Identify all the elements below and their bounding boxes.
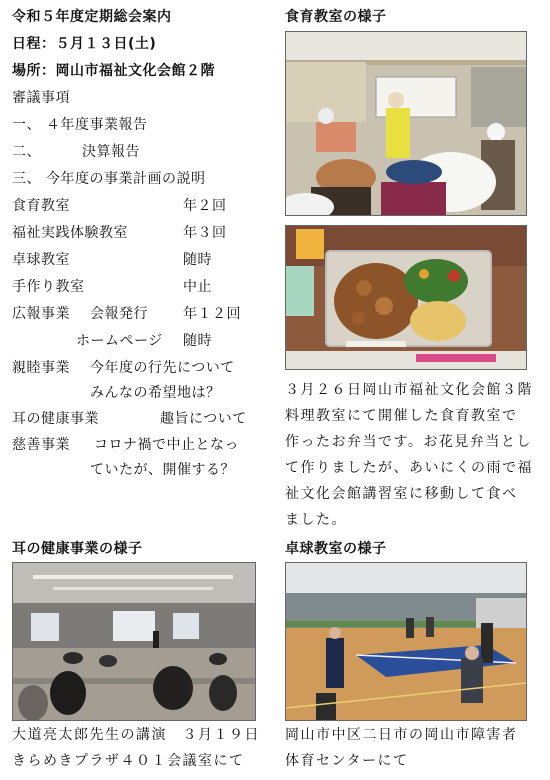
plan-sub: 会報発行 [90,306,148,322]
ear-section-heading: 耳の健康事業の様子 [12,541,143,557]
agenda-item-2: 決算報告 [82,144,140,160]
agenda-num-1: 一、 [12,117,41,133]
pingpong-caption-line: 岡山市中区二日市の岡山市障害者 [285,727,518,743]
charity-line-1: コロナ禍で中止となっ [94,437,239,453]
notice-venue: 場所：岡山市福祉文化会館２階 [12,63,215,79]
table-tennis-photo [285,562,527,721]
food-caption-line: て作りましたが、あいにくの雨で福 [285,460,533,476]
plan-value: 年１２回 [183,306,241,322]
plan-name: 福祉実践体験教室 [12,225,128,241]
cooking-class-photo [285,31,527,216]
plan-name: 食育教室 [12,198,70,214]
notice-date: 日程：５月１３日(土) [12,36,157,52]
friendship-line-2: みんなの希望地は？ [90,385,221,401]
food-caption-line: ました。 [285,512,347,528]
pingpong-caption-line: 体育センターにて [285,753,409,769]
ear-caption-line: きらめきプラザ４０１会議室にて [12,753,245,769]
food-caption-line: 祉文化会館講習室に移動して食べ [285,486,518,502]
plan-value: 随時 [183,252,212,268]
agenda-num-2: 二、 [12,144,41,160]
plan-name: 手作り教室 [12,279,85,295]
agenda-num-3: 三、 [12,171,41,187]
friendship-name: 親睦事業 [12,360,70,376]
plan-value: 随時 [183,333,212,349]
food-caption-line: ３月２６日岡山市福祉文化会館３階 [285,382,533,398]
charity-name: 慈善事業 [12,437,70,453]
ear-text: 趣旨について [160,411,247,427]
pingpong-section-heading: 卓球教室の様子 [285,541,387,557]
ear-caption-line: 大道亮太郎先生の講演 ３月１９日 [12,727,260,743]
lecture-photo [12,562,256,721]
agenda-item-3: 今年度の事業計画の説明 [46,171,206,187]
agenda-heading: 審議事項 [12,90,70,106]
agenda-item-1: ４年度事業報告 [46,117,148,133]
food-heading: 食育教室の様子 [285,9,387,25]
plan-value: 中止 [183,279,212,295]
notice-title: 令和５年度定期総会案内 [12,9,172,25]
plan-name: 卓球教室 [12,252,70,268]
friendship-line-1: 今年度の行先について [90,360,235,376]
bento-lunch-photo [285,225,527,370]
plan-name: 広報事業 [12,306,70,322]
plan-sub: ホームページ [76,333,163,349]
food-caption-line: 作ったお弁当です。お花見弁当とし [285,434,532,450]
charity-line-2: ていたが、開催する？ [90,462,235,478]
food-caption-line: 料理教室にて開催した食育教室で [285,408,518,424]
plan-value: 年３回 [183,225,227,241]
ear-name: 耳の健康事業 [12,411,99,427]
plan-value: 年２回 [183,198,227,214]
